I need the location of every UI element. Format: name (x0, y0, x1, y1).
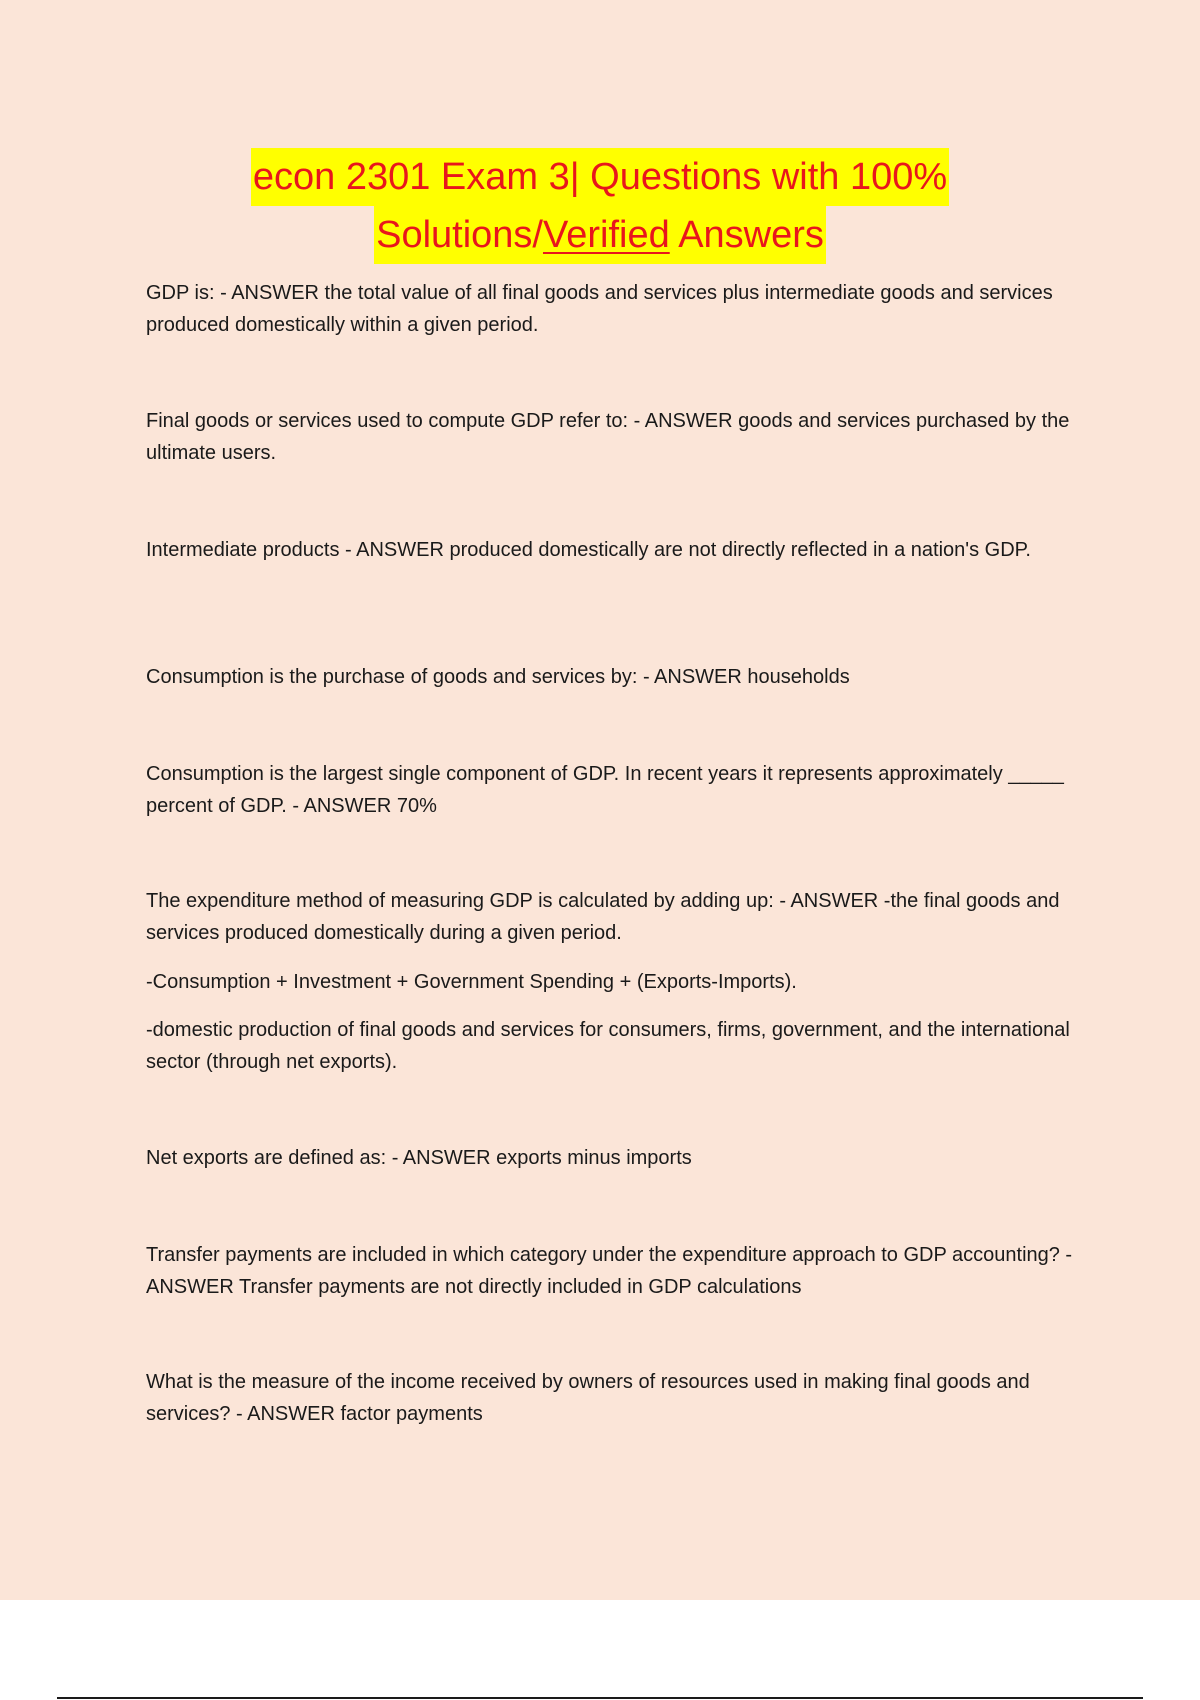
footer-divider (57, 1697, 1143, 1699)
qa-item-net-exports: Net exports are defined as: - ANSWER exports minus imports (146, 1147, 692, 1169)
qa-item-intermediate-products: Intermediate products - ANSWER produced domestically are not directly reflected in a nation's GDP. (146, 539, 1031, 561)
title-line-2-end: Answers (669, 214, 824, 256)
qa-item-expenditure-method: The expenditure method of measuring GDP is calculated by adding up: - ANSWER -the final goods and services produced domestically during a given period. (146, 890, 1060, 944)
qa-item-gdp-definition: GDP is: - ANSWER the total value of all final goods and services plus intermediate goods and services produced domestically within a given period. (146, 282, 1053, 336)
title-line-2 (374, 206, 826, 264)
qa-item-consumption-households: Consumption is the purchase of goods and services by: - ANSWER households (146, 666, 850, 688)
qa-item-consumption-percent: Consumption is the largest single component of GDP. In recent years it represents approximately _____ percent of GDP. - ANSWER 70% (146, 763, 1064, 817)
qa-item-transfer-payments: Transfer payments are included in which category under the expenditure approach to GDP accounting? - ANSWER Transfer payments are not directly included in GDP calculations (146, 1244, 1073, 1298)
qa-item-factor-payments: What is the measure of the income received by owners of resources used in making final goods and services? - ANSWER factor payments (146, 1371, 1030, 1425)
title-line-1: econ 2301 Exam 3| Questions with 100% (251, 148, 949, 206)
title-underlined-word: Verified (542, 214, 670, 256)
qa-item-domestic-production: -domestic production of final goods and services for consumers, firms, government, and the international sector (through net exports). (146, 1019, 1070, 1073)
qa-item-expenditure-formula: -Consumption + Investment + Government Spending + (Exports-Imports). (146, 971, 797, 993)
qa-item-final-goods: Final goods or services used to compute GDP refer to: - ANSWER goods and services purchased by the ultimate users. (146, 410, 1070, 464)
title-line-2-start: Solutions/ (376, 214, 543, 256)
document-title (0, 148, 1200, 264)
